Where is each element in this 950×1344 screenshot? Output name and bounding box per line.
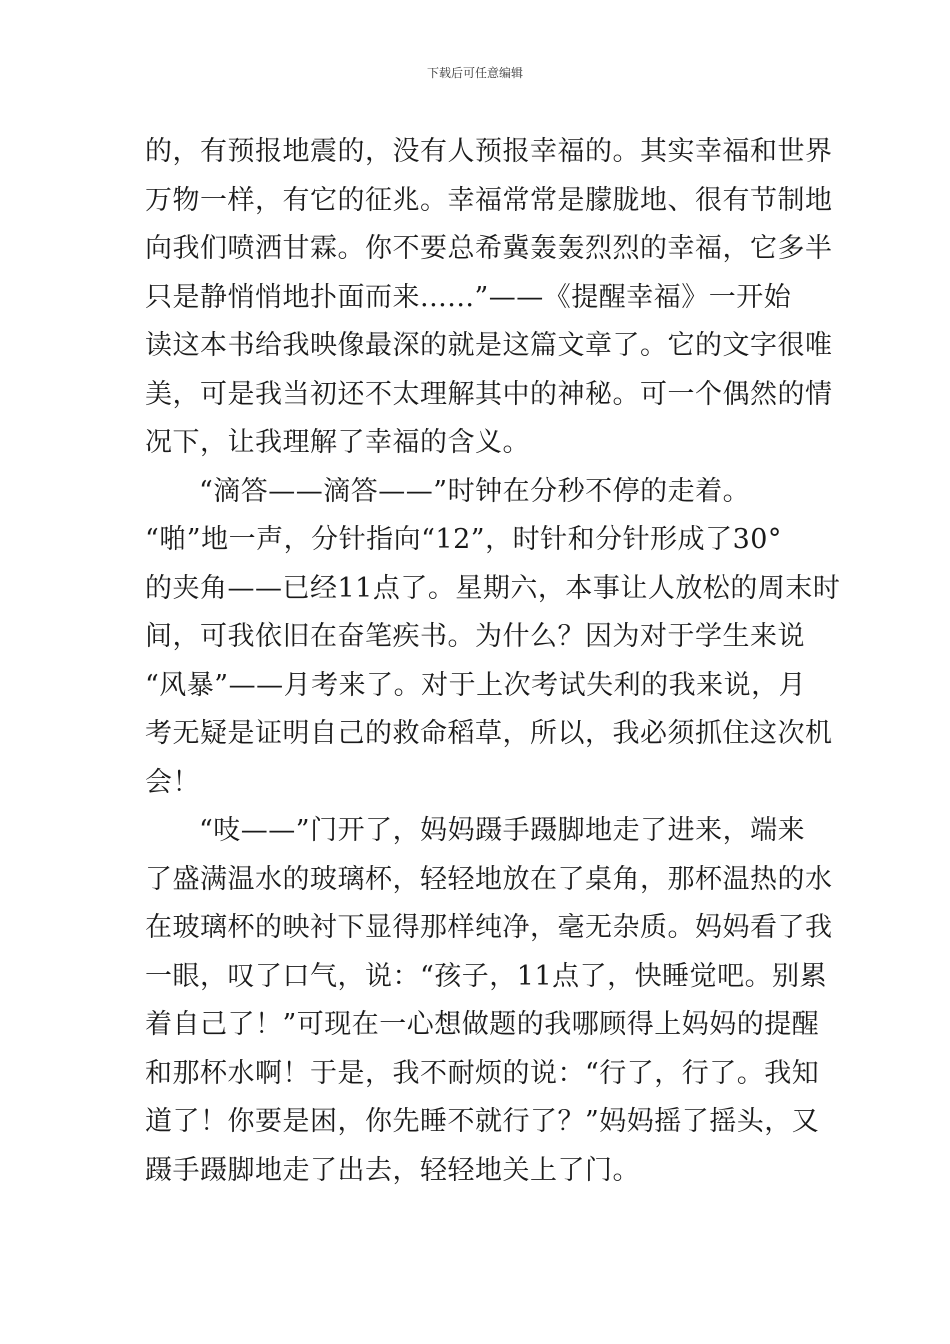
text-line: 道了！你要是困，你先睡不就行了？”妈妈摇了摇头，又 — [145, 1106, 820, 1137]
text-line: “风暴”——月考来了。对于上次考试失利的我来说，月 — [145, 669, 807, 701]
text-line: 间，可我依旧在奋笔疾书。为什么？因为对于学生来说 — [145, 621, 805, 652]
text-line: 考无疑是证明自己的救命稻草，所以，我必须抓住这次机 — [145, 718, 833, 749]
text-line: “滴答——滴答——”时钟在分秒不停的走着。 — [199, 475, 751, 507]
text-line: 美，可是我当初还不太理解其中的神秘。可一个偶然的情 — [145, 378, 833, 410]
text-line: 只是静悄悄地扑面而来......”——《提醒幸福》一开始 — [145, 281, 792, 313]
text-line: 读这本书给我映像最深的就是这篇文章了。它的文字很唯 — [145, 330, 833, 361]
text-line: 在玻璃杯的映衬下显得那样纯净，毫无杂质。妈妈看了我 — [145, 912, 833, 943]
text-line: 了盛满温水的玻璃杯，轻轻地放在了桌角，那杯温热的水 — [145, 863, 833, 895]
text-line: 万物一样，有它的征兆。幸福常常是朦胧地、很有节制地 — [145, 184, 833, 216]
text-line: 况下，让我理解了幸福的含义。 — [145, 427, 530, 458]
text-line: 的夹角——已经11点了。星期六，本事让人放松的周末时 — [145, 572, 841, 604]
text-line: 和那杯水啊！于是，我不耐烦的说：“行了，行了。我知 — [145, 1057, 820, 1089]
document-body — [145, 128, 841, 1195]
text-line: 蹑手蹑脚地走了出去，轻轻地关上了门。 — [145, 1154, 640, 1186]
text-line: 会！ — [145, 766, 200, 798]
text-line: “啪”地一声，分针指向“12”，时针和分针形成了30° — [145, 524, 782, 555]
text-line: 一眼，叹了口气，说：“孩子，11点了，快睡觉吧。别累 — [145, 960, 828, 992]
text-line: 向我们喷洒甘霖。你不要总希冀轰轰烈烈的幸福，它多半 — [145, 233, 833, 264]
text-line: 的，有预报地震的，没有人预报幸福的。其实幸福和世界 — [145, 136, 833, 167]
page-header: 下载后可任意编辑 — [426, 66, 523, 80]
text-line: “吱——”门开了，妈妈蹑手蹑脚地走了进来，端来 — [199, 815, 806, 846]
text-line: 着自己了！”可现在一心想做题的我哪顾得上妈妈的提醒 — [145, 1009, 820, 1040]
